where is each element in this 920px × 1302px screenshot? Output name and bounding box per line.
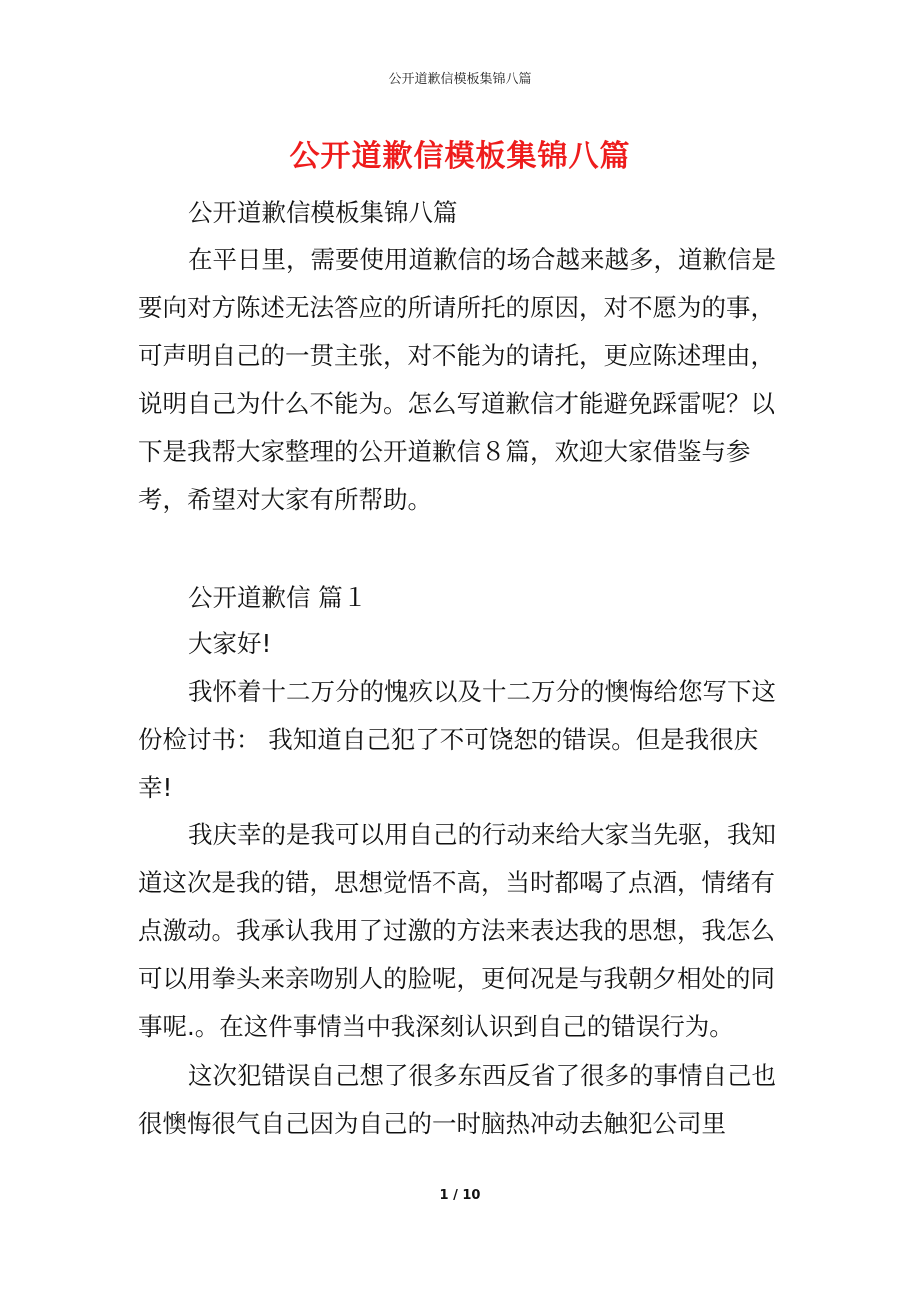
section-heading: 公开道歉信 篇１ (188, 583, 368, 612)
body-paragraph-2: 我庆幸的是我可以用自己的行动来给大家当先驱，我知道这次是我的错，思想觉悟不高，当时都喝了点酒，情绪有点激动。我承认我用了过激的方法来表达我的思想，我怎么可以用拳头来亲吻别人的脸呢，更何况是与我朝夕相处的同事呢.。在这件事情当中我深刻认识到自己的错误行为。 (138, 820, 776, 1041)
document-title: 公开道歉信模板集锦八篇 (289, 139, 631, 174)
greeting: 大家好! (188, 629, 272, 658)
intro-paragraph: 在平日里，需要使用道歉信的场合越来越多，道歉信是要向对方陈述无法答应的所请所托的原因，对不愿为的事，可声明自己的一贯主张，对不能为的请托，更应陈述理由，说明自己为什么不能为。怎么写道歉信才能避免踩雷呢？以下是我帮大家整理的公开道歉信８篇，欢迎大家借鉴与参考，希望对大家有所帮助。 (138, 245, 776, 514)
body-paragraph-3: 这次犯错误自己想了很多东西反省了很多的事情自己也很懊悔很气自己因为自己的一时脑热冲动去触犯公司里 (138, 1061, 776, 1138)
running-header: 公开道歉信模板集锦八篇 (388, 72, 532, 87)
document-subtitle: 公开道歉信模板集锦八篇 (188, 198, 458, 227)
page-number: 1 / 10 (439, 1188, 481, 1203)
body-paragraph-1: 我怀着十二万分的愧疚以及十二万分的懊悔给您写下这份检讨书： 我知道自己犯了不可饶恕的错误。但是我很庆幸! (138, 677, 776, 802)
